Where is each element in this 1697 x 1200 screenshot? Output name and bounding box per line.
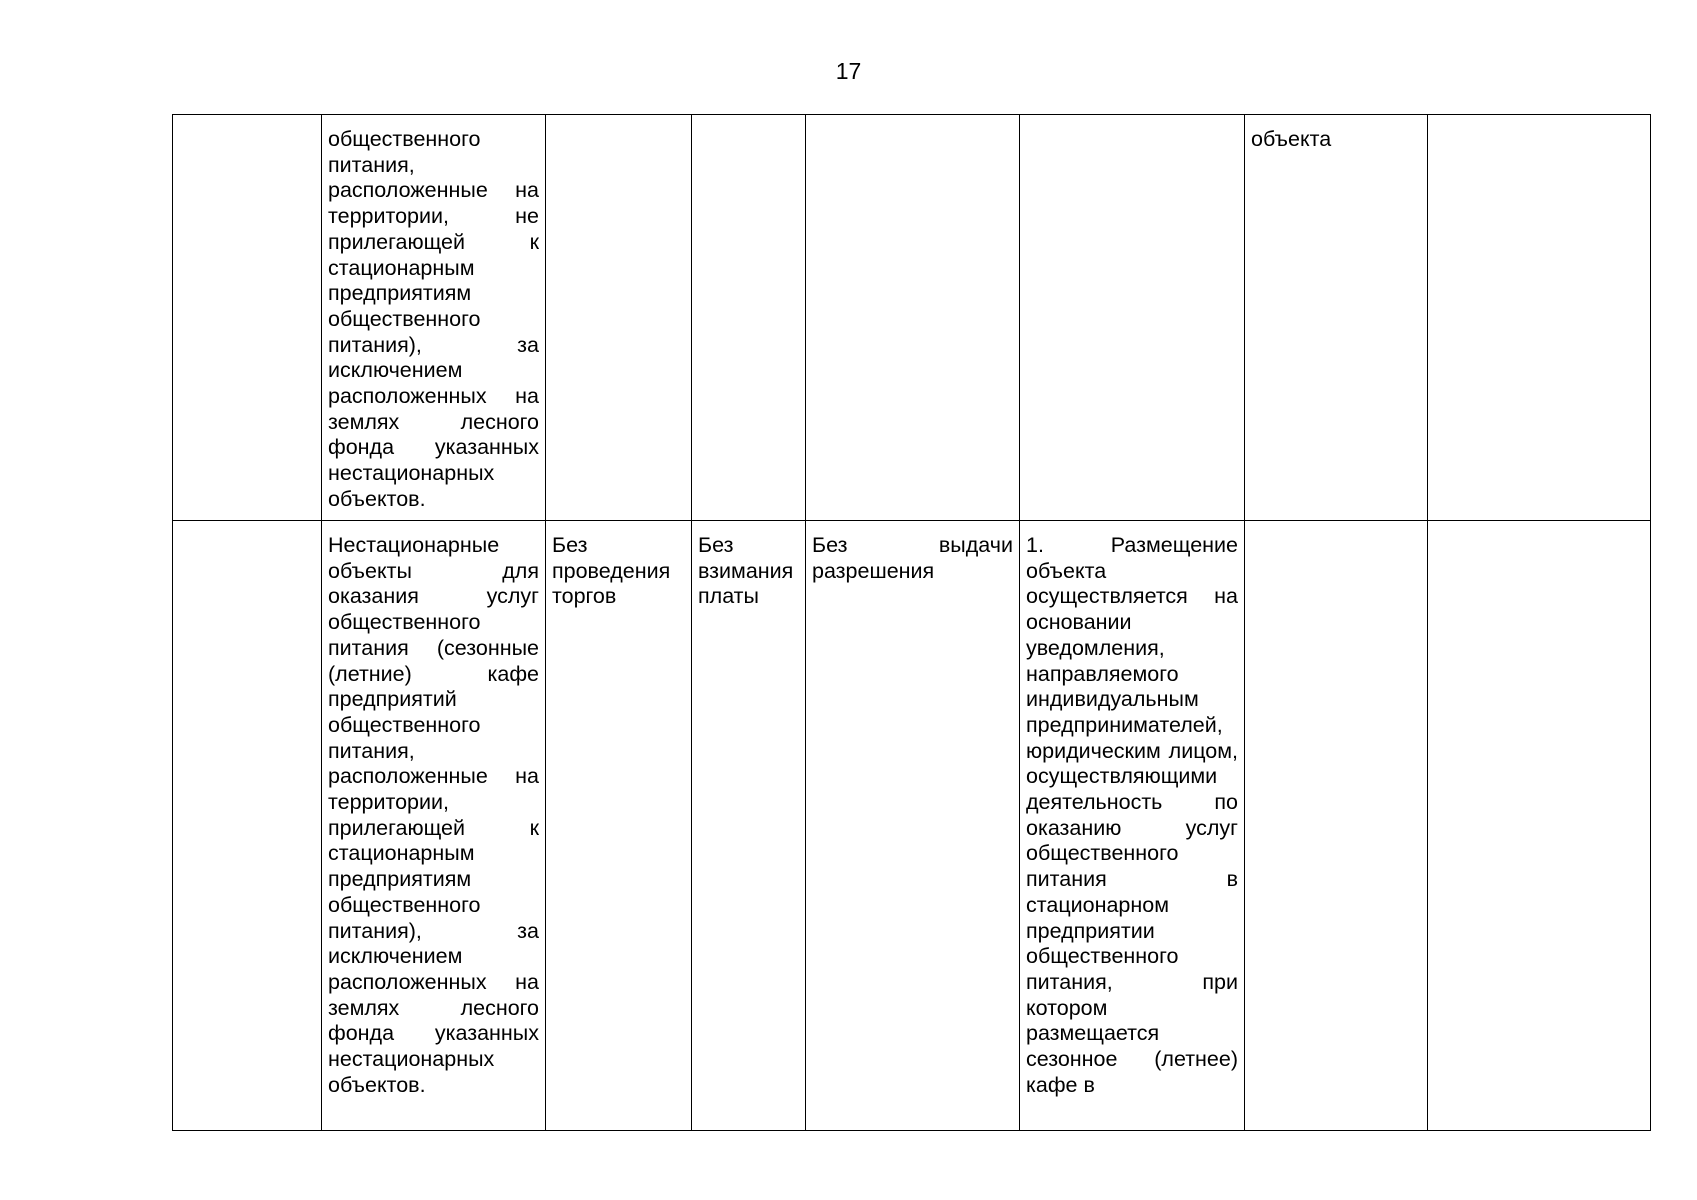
table-cell-r2-permit: Без выдачи разрешения — [806, 521, 1020, 1131]
table-cell-r1-c5 — [806, 115, 1020, 521]
table-cell-r1-c6 — [1020, 115, 1245, 521]
table-cell-r1-c8 — [1428, 115, 1651, 521]
table-cell-r1-object-type: общественного питания, расположенные на территории, не прилегающей к стационарным предприятиям общественного питания), за исключением расположенных на землях лесного фонда указанных нестационарных объектов. — [322, 115, 546, 521]
table-cell-r1-c3 — [546, 115, 692, 521]
table-cell-r2-c1 — [173, 521, 322, 1131]
table-cell-r2-conditions: 1. Размещение объекта осуществляется на основании уведомления, направляемого индивидуальным предпринимателей, юридическим лицом, осуществляющими деятельность по оказанию услуг общественного питания в стационарном предприятии общественного питания, при котором размещается сезонное (летнее) кафе в — [1020, 521, 1245, 1131]
table-cell-r1-c7: объекта — [1245, 115, 1428, 521]
table-cell-r2-c8 — [1428, 521, 1651, 1131]
table-cell-r2-object-type: Нестационарные объекты для оказания услуг общественного питания (сезонные (летние) кафе предприятий общественного питания, расположенные на территории, прилегающей к стационарным предприятиям общественного питания), за исключением расположенных на землях лесного фонда указанных нестационарных объектов. — [322, 521, 546, 1131]
table-cell-r2-fee: Без взимания платы — [692, 521, 806, 1131]
table-cell-r2-c7 — [1245, 521, 1428, 1131]
table-cell-r1-c1 — [173, 115, 322, 521]
table-cell-r1-c4 — [692, 115, 806, 521]
document-table — [172, 114, 1651, 1131]
table-row — [173, 521, 1651, 1131]
page-number: 17 — [835, 58, 862, 84]
table-row — [173, 115, 1651, 521]
table-cell-r2-provision-method: Без проведения торгов — [546, 521, 692, 1131]
